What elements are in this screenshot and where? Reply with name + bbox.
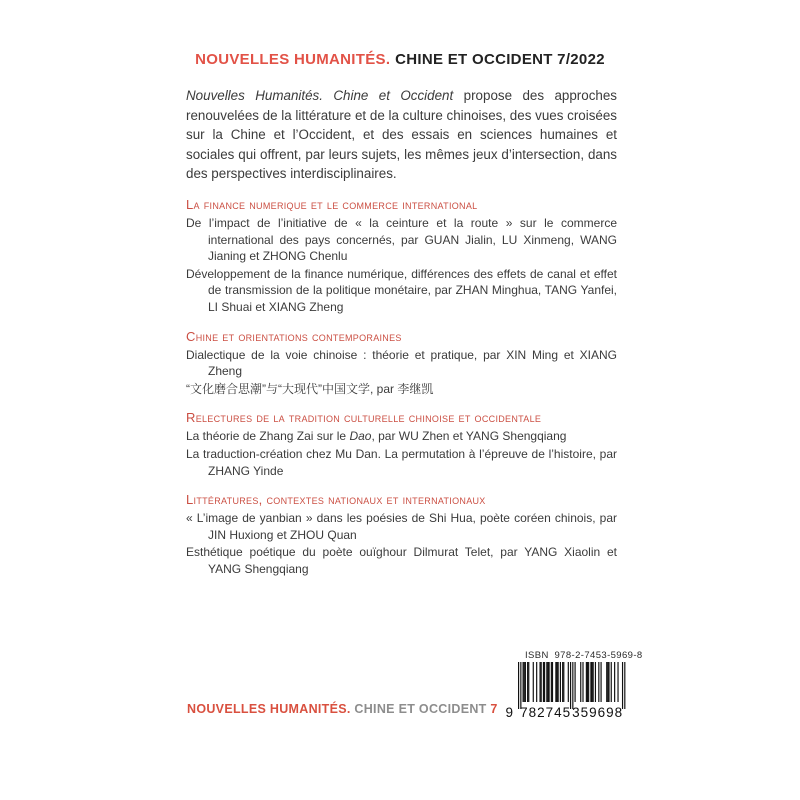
barcode-digit-first: 9 [505, 705, 514, 720]
barcode-bar [520, 662, 521, 709]
sections [186, 197, 617, 578]
barcode-bar [552, 662, 553, 702]
intro-lead-italic: Nouvelles Humanités. Chine et Occident [186, 88, 454, 103]
barcode-bar [570, 662, 571, 709]
footer-series-line [187, 702, 498, 716]
barcode-bar [518, 662, 519, 709]
section-heading: Chine et orientations contemporaines [186, 328, 402, 344]
toc-item [186, 428, 617, 445]
content-column [186, 86, 617, 577]
barcode-digits-left: 782745 [520, 705, 572, 720]
toc-section [186, 197, 617, 316]
barcode-bar [556, 662, 557, 702]
barcode-bar [622, 662, 623, 709]
barcode-bar [562, 662, 563, 702]
barcode-bar [587, 662, 588, 702]
toc-item-italic-segment: Dao [349, 429, 372, 444]
footer-series: NOUVELLES HUMANITÉS. [187, 702, 351, 716]
barcode-bar [611, 662, 612, 702]
toc-section [186, 410, 617, 479]
barcode-bar [547, 662, 548, 702]
section-heading: Relectures de la tradition culturelle chinoise et occidentale [186, 410, 542, 426]
intro-rest: propose des approches renouvelées de la littérature et de la culture chinoises, des vues croisées sur la Chine et l’Occident, et des essais en sciences humaines et sociales qui offrent, par leurs sujets, les mêmes jeux d’intersection, dans des perspectives interdisciplinaires. [186, 88, 617, 182]
barcode-block [500, 650, 643, 725]
barcode-bar [575, 662, 576, 702]
isbn-label: ISBN [525, 650, 549, 661]
isbn-line [500, 650, 643, 661]
barcode-bar [549, 662, 550, 702]
barcode-bar [600, 662, 601, 702]
barcode-bar [624, 662, 625, 709]
barcode-bar [560, 662, 561, 702]
barcode-bar [607, 662, 608, 702]
barcode-bar [558, 662, 559, 702]
isbn-number: 978-2-7453-5969-8 [554, 650, 643, 661]
section-heading: Littératures, contextes nationaux et internationaux [186, 492, 486, 508]
footer-issue: 7 [490, 702, 498, 716]
toc-item [186, 266, 617, 316]
page-title-series: NOUVELLES HUMANITÉS. [195, 51, 391, 68]
barcode-bar [606, 662, 607, 702]
barcode-bar [588, 662, 589, 702]
toc-item-segment: La théorie de Zhang Zai sur le [186, 429, 350, 444]
toc-item [186, 381, 617, 398]
toc-section [186, 492, 617, 577]
barcode-bar [568, 662, 569, 702]
barcode-bar [544, 662, 545, 702]
toc-item [186, 446, 617, 479]
barcode-bar [551, 662, 552, 702]
barcode-bar [608, 662, 609, 702]
barcode-bar [541, 662, 542, 702]
barcode-bar [582, 662, 583, 702]
page-title [0, 51, 800, 68]
toc-item-segment: , par WU Zhen et YANG Shengqiang [371, 429, 567, 444]
barcode-bar [543, 662, 544, 702]
toc-item-segment: Esthétique poétique du poète ouïghour Dilmurat Telet, par YANG Xiaolin et YANG Shengqiang [186, 545, 617, 576]
barcode-bar [590, 662, 591, 702]
barcode-digits-right: 359698 [572, 705, 624, 720]
toc-item-segment: De l’impact de l’initiative de « la ceinture et la route » sur le commerce international des pays concernés, par GUAN Jialin, LU Xinmeng, WANG Jianing et ZHONG Chenlu [186, 215, 617, 264]
barcode-bar [595, 662, 596, 702]
page-title-volume: CHINE ET OCCIDENT 7/2022 [395, 51, 605, 68]
barcode-bar [546, 662, 547, 702]
barcode-bar [572, 662, 573, 709]
barcode-bar [593, 662, 594, 702]
barcode-bar [539, 662, 540, 702]
barcode-bar [536, 662, 537, 702]
barcode-bar [563, 662, 564, 702]
barcode-bar [598, 662, 599, 702]
ean13-barcode [500, 662, 634, 720]
barcode-bar [523, 662, 524, 702]
toc-item [186, 544, 617, 577]
barcode-bar [591, 662, 592, 702]
intro-paragraph [186, 86, 617, 184]
toc-item-segment: “文化磨合思潮”与“大现代”中国文学, par 李继凯 [186, 381, 434, 396]
barcode-bar [525, 662, 526, 702]
footer-volume: CHINE ET OCCIDENT [354, 702, 487, 716]
barcode-bar [524, 662, 525, 702]
toc-item-segment: Développement de la finance numérique, différences des effets de canal et effet de transmission de la politique monétaire, par ZHAN Minghua, TANG Yanfei, LI Shuai et XIANG Zheng [186, 266, 617, 314]
barcode-bar [586, 662, 587, 702]
barcode-bar [580, 662, 581, 702]
toc-item [186, 510, 617, 543]
toc-item-segment: La traduction-création chez Mu Dan. La permutation à l’épreuve de l’histoire, par ZHANG Yinde [186, 446, 617, 478]
barcode-bar [617, 662, 618, 702]
barcode-bar [614, 662, 615, 702]
toc-item-segment: « L’image de yanbian » dans les poésies de Shi Hua, poète coréen chinois, par JIN Huxiong et ZHOU Quan [186, 511, 617, 542]
toc-section [186, 329, 617, 398]
toc-item [186, 215, 617, 265]
toc-item [186, 347, 617, 380]
barcode-bar [555, 662, 556, 702]
barcode-bar [527, 662, 528, 702]
barcode-bar [533, 662, 534, 702]
section-heading: La finance numerique et le commerce international [186, 196, 478, 212]
barcode-bar [528, 662, 529, 702]
toc-item-segment: Dialectique de la voie chinoise : théorie et pratique, par XIN Ming et XIANG Zheng [186, 347, 617, 379]
